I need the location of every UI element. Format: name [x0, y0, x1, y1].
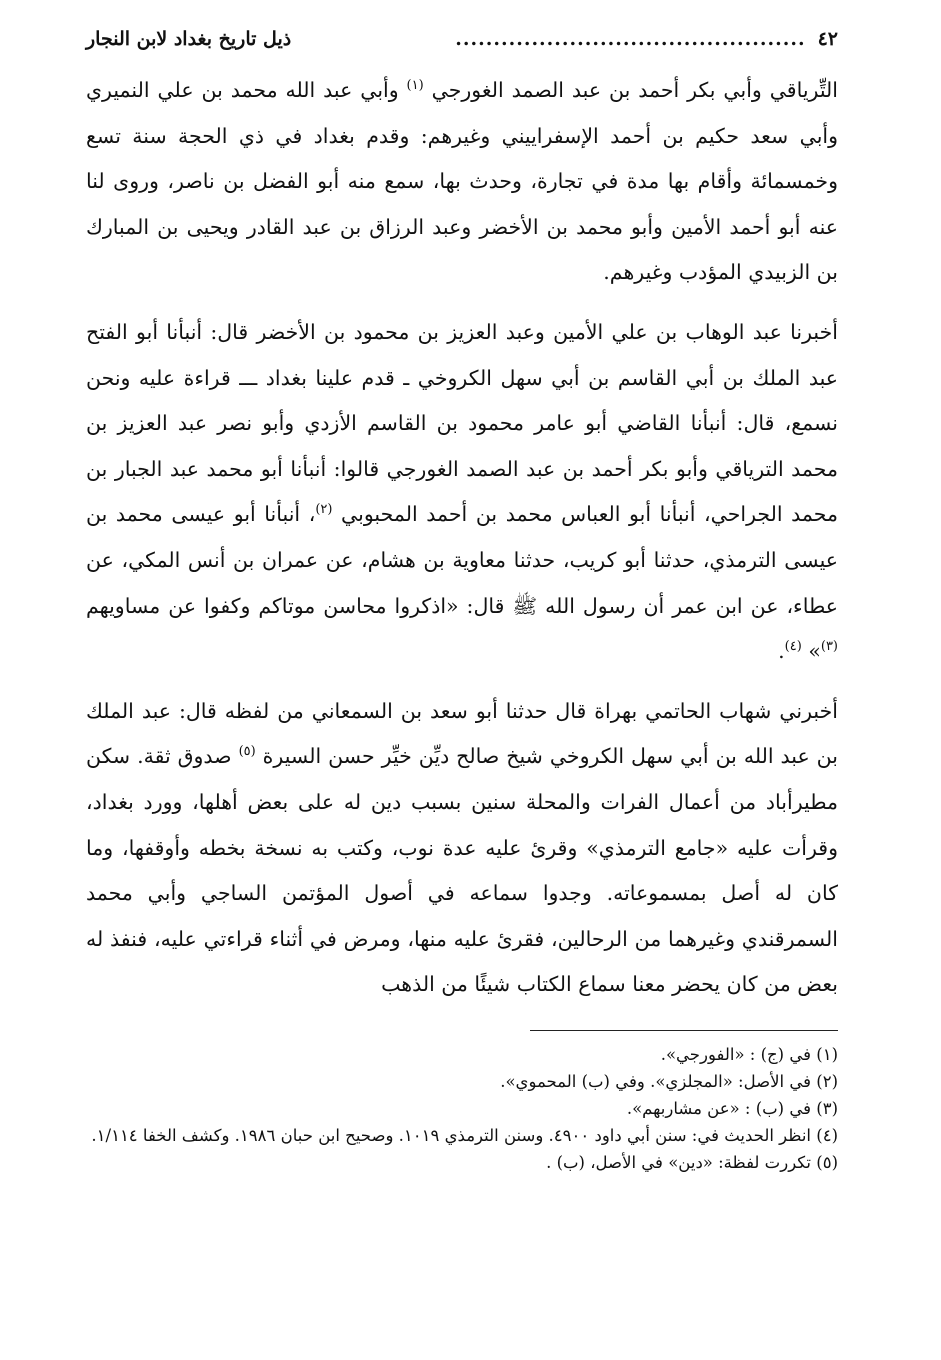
- footnote: (١) في (ج) : «الفورجي».: [660, 1044, 838, 1064]
- footnotes: [86, 1041, 838, 1176]
- main-text: [86, 68, 838, 1008]
- text-run: ، أنبأنا أبو عيسى محمد بن عيسى الترمذي، حدثنا أبو كريب، حدثنا معاوية بن هشام، عن عمران بن أنس المكي، عن عطاء، عن ابن عمر أن رسول الله ﷺ قال: «اذكروا محاسن موتاكم وكفوا عن مساويهم: [86, 502, 838, 618]
- text-run: التِّرياقي وأبي بكر أحمد بن عبد الصمد الغورجي: [423, 78, 838, 102]
- footnote-marker: (١): [406, 78, 424, 94]
- paragraph: [86, 310, 838, 675]
- footnote: (٤) انظر الحديث في: سنن أبي داود ٤٩٠٠. وسنن الترمذي ١٠١٩. وصحيح ابن حبان ١٩٨٦. وكشف الخفا ١/١١٤.: [91, 1125, 838, 1145]
- footnote-marker: (٣): [820, 639, 838, 655]
- footnote-marker: (٥): [238, 744, 256, 760]
- text-run: أخبرني شهاب الحاتمي بهراة قال حدثنا أبو سعد بن السمعاني من لفظه قال: عبد الملك بن عبد الله بن أبي سهل الكروخي شيخ صالح ديِّن خيِّر حسن السيرة: [86, 698, 838, 769]
- document-page: [86, 28, 838, 1176]
- footnote: (٥) تكررت لفظة: «دين» في الأصل، (ب) .: [546, 1152, 838, 1172]
- footnote: (٣) في (ب) : «عن مشاربهم».: [626, 1098, 838, 1118]
- page-number: ٤٢: [817, 28, 838, 50]
- paragraph: [86, 689, 838, 1008]
- footnote-separator: [530, 1030, 838, 1031]
- footnote: (٢) في الأصل: «المجلزي». وفي (ب) المحموي».: [500, 1071, 838, 1091]
- header-leader-dots: ..............................................: [455, 28, 806, 50]
- paragraph: [86, 68, 838, 296]
- book-title: ذيل تاريخ بغداد لابن النجار: [86, 28, 292, 50]
- footnote-marker: (٢): [315, 502, 333, 518]
- text-run: وأبي عبد الله محمد بن علي النميري وأبي سعد حكيم بن أحمد الإسفراييني وغيرهم: وقدم بغداد في ذي الحجة سنة تسع وخمسمائة وأقام بها مدة في تجارة، وحدث بها، سمع منه أبو الفضل بن ناصر، وروى لنا عنه أبو أحمد الأمين وأبو محمد بن الأخضر وعبد الرزاق بن عبد القادر ويحيى بن المبارك بن الزبيدي المؤدب وغيرهم.: [86, 78, 839, 285]
- text-run: أخبرنا عبد الوهاب بن علي الأمين وعبد العزيز بن محمود بن الأخضر قال: أنبأنا أبو الفتح عبد الملك بن أبي القاسم بن أبي سهل الكروخي ـ قدم علينا بغداد ـــ قراءة عليه ونحن نسمع، قال: أنبأنا القاضي أبو عامر محمود بن القاسم الأزدي وأبو نصر عبد العزيز بن محمد الترياقي وأبو بكر أحمد بن عبد الصمد الغورجي قالوا: أنبأنا أبو محمد عبد الجبار بن محمد الجراحي، أنبأنا أبو العباس محمد بن أحمد المحبوبي: [86, 319, 838, 527]
- running-header: [86, 28, 838, 68]
- text-run: صدوق ثقة. سكن مطيرأباد من أعمال الفرات والمحلة سنين بسبب دين له على بعض أهلها، وورد بغداد، وقرأت عليه «جامع الترمذي» وقرئ عليه عدة نوب، وكتب به نسخة بخطه وأوقفها، وما كان له أصل بمسموعاته. وجدوا سماعه في أصول المؤتمن الساجي وأبي محمد السمرقندي وغيرهما من الرحالين، فقرئ عليه منها، ومرض في أثناء قراءتي عليه، فنفذ له بعض من كان يحضر معنا سماع الكتاب شيئًا من الذهب: [86, 744, 838, 997]
- text-run: .: [778, 639, 785, 664]
- text-run: »: [801, 639, 821, 664]
- footnote-marker: (٤): [784, 639, 802, 655]
